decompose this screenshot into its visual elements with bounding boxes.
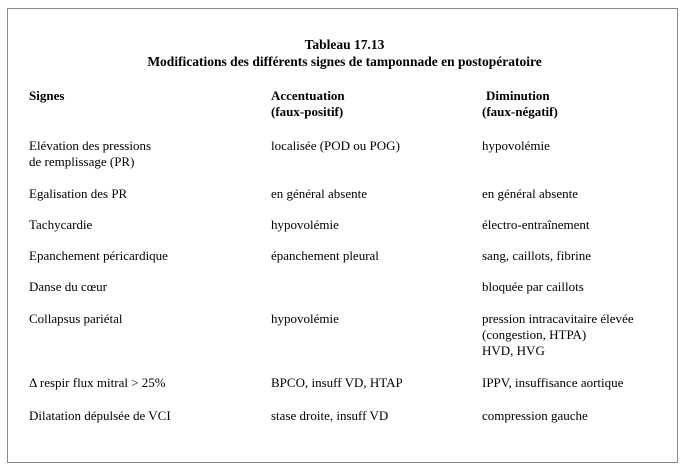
- accentuation-cell: hypovolémie: [271, 311, 339, 326]
- table-title: Tableau 17.13: [304, 37, 385, 52]
- signe-cell: Dilatation dépulsée de VCI: [29, 408, 171, 423]
- diminution-cell: hypovolémie: [482, 138, 550, 153]
- diminution-cell: bloquée par caillots: [482, 279, 584, 294]
- diminution-cell: IPPV, insuffisance aortique: [482, 375, 624, 390]
- signe-line1: Elévation des pressions: [29, 138, 152, 153]
- signe-cell: Tachycardie: [29, 217, 93, 232]
- signe-line2: de remplissage (PR): [29, 154, 135, 169]
- diminution-line1: pression intracavitaire élevée: [482, 311, 634, 326]
- signe-cell: Danse du cœur: [29, 279, 107, 294]
- header-signes: Signes: [29, 88, 65, 103]
- header-diminution-line1: Diminution: [486, 88, 550, 103]
- accentuation-cell: épanchement pleural: [271, 248, 379, 263]
- accentuation-cell: hypovolémie: [271, 217, 339, 232]
- header-accentuation-line1: Accentuation: [271, 88, 345, 103]
- header-diminution-line2: (faux-négatif): [482, 104, 558, 119]
- diminution-cell: électro-entraînement: [482, 217, 590, 232]
- diminution-cell: sang, caillots, fibrine: [482, 248, 592, 263]
- header-accentuation-line2: (faux-positif): [271, 104, 344, 119]
- header-diminution: [482, 88, 558, 120]
- table-subtitle: Modifications des différents signes de tamponnade en postopératoire: [147, 54, 542, 69]
- diminution-cell: en général absente: [482, 186, 579, 201]
- table-row-signe: [29, 138, 151, 170]
- diminution-cell: [482, 311, 634, 359]
- signe-cell: Epanchement péricardique: [29, 248, 168, 263]
- accentuation-cell: en général absente: [271, 186, 368, 201]
- diminution-line2: (congestion, HTPA): [482, 327, 587, 342]
- accentuation-cell: localisée (POD ou POG): [271, 138, 400, 153]
- diminution-line3: HVD, HVG: [482, 343, 545, 358]
- accentuation-cell: stase droite, insuff VD: [271, 408, 389, 423]
- diminution-cell: compression gauche: [482, 408, 588, 423]
- table-frame: [7, 8, 678, 463]
- signe-cell: Δ respir flux mitral > 25%: [29, 375, 166, 390]
- accentuation-cell: BPCO, insuff VD, HTAP: [271, 375, 403, 390]
- signe-cell: Egalisation des PR: [29, 186, 128, 201]
- signe-cell: Collapsus pariétal: [29, 311, 123, 326]
- header-accentuation: [271, 88, 345, 120]
